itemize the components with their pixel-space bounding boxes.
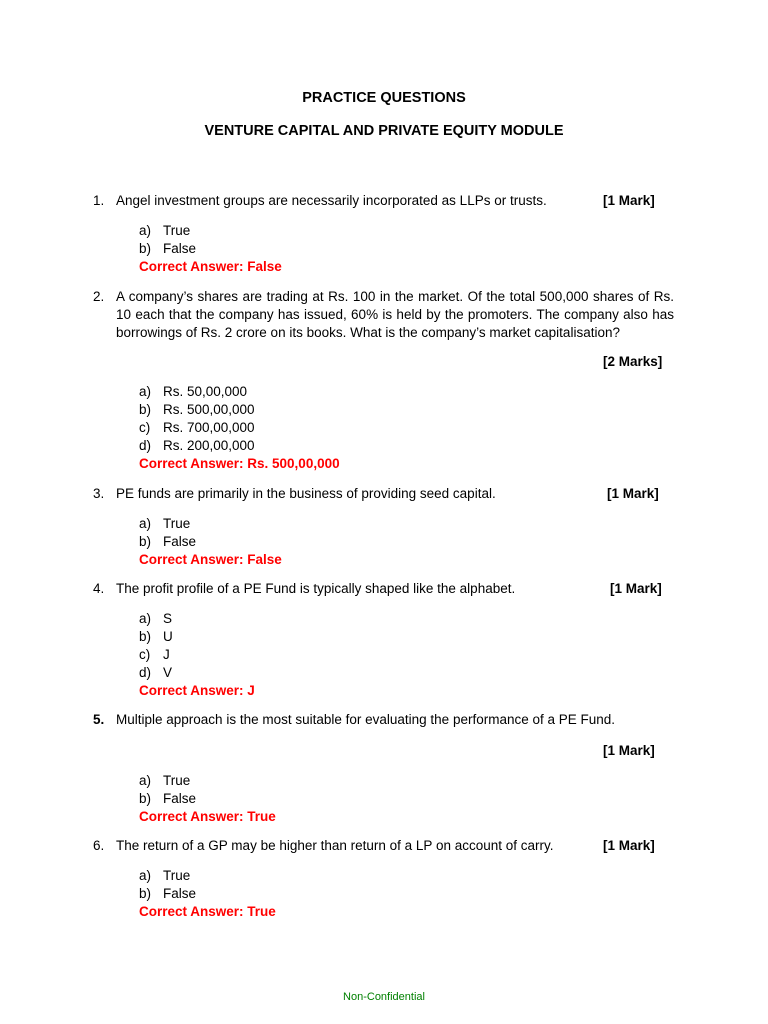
option-letter: d) [139, 438, 152, 453]
module-subtitle: VENTURE CAPITAL AND PRIVATE EQUITY MODULE [204, 123, 564, 139]
correct-answer: Correct Answer: False [139, 259, 282, 274]
option-text: False [163, 534, 197, 549]
option-text: True [163, 868, 191, 883]
question-marks: [1 Mark] [603, 193, 655, 208]
question-number: 6. [93, 838, 105, 853]
correct-answer: Correct Answer: J [139, 683, 255, 698]
option-text: Rs. 50,00,000 [163, 384, 248, 399]
option-letter: c) [139, 420, 151, 435]
option-letter: a) [139, 868, 152, 883]
question-marks: [1 Mark] [610, 581, 662, 596]
option-letter: a) [139, 773, 152, 788]
question-text: Multiple approach is the most suitable for evaluating the performance of a PE Fund. [116, 712, 616, 727]
question-number: 3. [93, 486, 105, 501]
option-letter: b) [139, 629, 152, 644]
question-marks: [1 Mark] [603, 838, 655, 853]
option-letter: b) [139, 402, 152, 417]
option-letter: a) [139, 611, 152, 626]
option-letter: c) [139, 647, 151, 662]
option-text: False [163, 241, 197, 256]
option-letter: b) [139, 241, 152, 256]
option-text: S [163, 611, 173, 626]
question-number: 5. [93, 712, 105, 727]
page-title: PRACTICE QUESTIONS [302, 90, 466, 106]
option-letter: d) [139, 665, 152, 680]
option-letter: a) [139, 516, 152, 531]
option-letter: b) [139, 886, 152, 901]
option-letter: b) [139, 534, 152, 549]
option-text: U [163, 629, 173, 644]
option-text: J [163, 647, 170, 662]
correct-answer: Correct Answer: True [139, 809, 276, 824]
option-text: True [163, 223, 191, 238]
option-letter: a) [139, 384, 152, 399]
question-number: 2. [93, 289, 105, 304]
option-letter: b) [139, 791, 152, 806]
question-number: 1. [93, 193, 105, 208]
question-marks: [1 Mark] [607, 486, 659, 501]
option-text: V [163, 665, 173, 680]
correct-answer: Correct Answer: Rs. 500,00,000 [139, 456, 340, 471]
option-text: Rs. 200,00,000 [163, 438, 255, 453]
question-text: The profit profile of a PE Fund is typically shaped like the alphabet. [116, 581, 516, 596]
option-text: True [163, 516, 191, 531]
correct-answer: Correct Answer: False [139, 552, 282, 567]
question-text: PE funds are primarily in the business of providing seed capital. [116, 486, 496, 501]
option-text: True [163, 773, 191, 788]
option-text: Rs. 500,00,000 [163, 402, 255, 417]
question-text: A company’s shares are trading at Rs. 100 in the market. Of the total 500,000 shares of Rs. 10 each that the company has issued, 60% is held by the promoters. The company also has borrowings of Rs. 2 crore on its books. What is the company’s market capitalisation? [116, 289, 674, 340]
question-text: The return of a GP may be higher than return of a LP on account of carry. [116, 838, 554, 853]
question-marks: [2 Marks] [603, 354, 663, 369]
option-text: Rs. 700,00,000 [163, 420, 255, 435]
question-text: Angel investment groups are necessarily incorporated as LLPs or trusts. [116, 193, 547, 208]
question-marks: [1 Mark] [603, 743, 655, 758]
footer-label: Non-Confidential [343, 991, 425, 1003]
option-letter: a) [139, 223, 152, 238]
correct-answer: Correct Answer: True [139, 904, 276, 919]
option-text: False [163, 791, 197, 806]
question-number: 4. [93, 581, 105, 596]
option-text: False [163, 886, 197, 901]
